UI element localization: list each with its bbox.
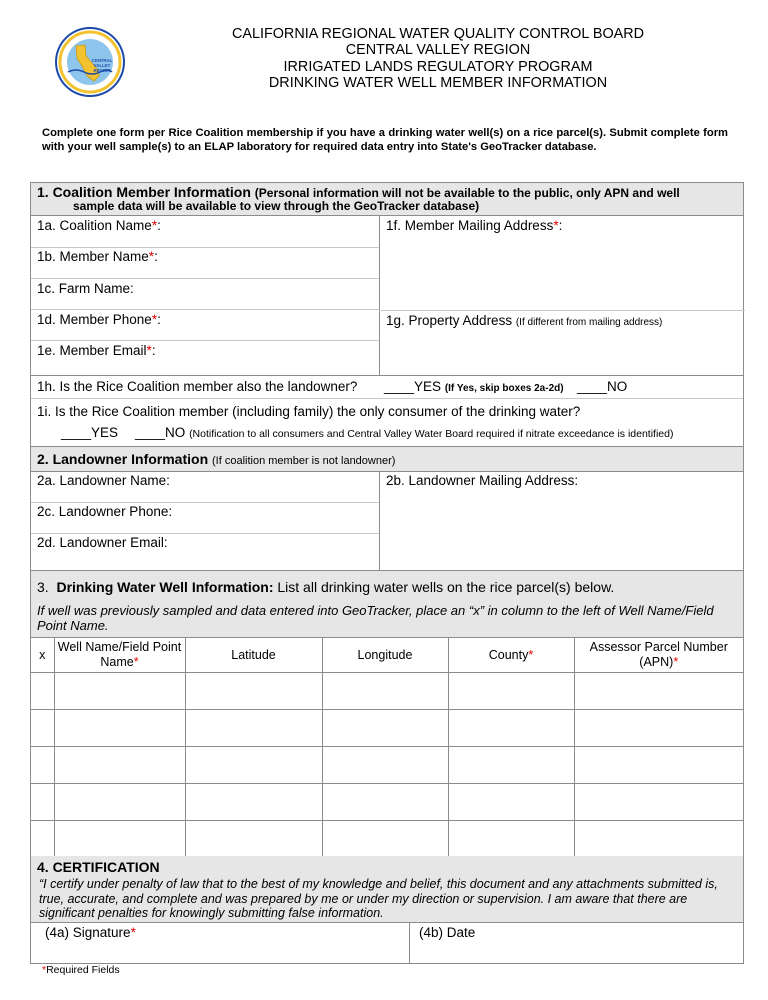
- landowner-name-label: 2a. Landowner Name:: [37, 473, 170, 488]
- sole-consumer-question: 1i. Is the Rice Coalition member (including family) the only consumer of the drinking water?: [37, 404, 581, 419]
- member-mailing-address-field[interactable]: 1f. Member Mailing Address*:: [386, 218, 563, 233]
- table-cell[interactable]: [448, 784, 574, 821]
- section3-title: Drinking Water Well Information:: [56, 579, 274, 595]
- required-fields-label: Required Fields: [46, 964, 120, 976]
- table-cell[interactable]: [448, 710, 574, 747]
- required-marker: *: [130, 925, 136, 940]
- date-label: (4b) Date: [419, 925, 476, 940]
- sole-consumer-no-label: ____NO: [135, 425, 186, 440]
- table-cell[interactable]: [31, 747, 54, 784]
- member-phone-label: 1d. Member Phone: [37, 312, 152, 327]
- certification-statement: “I certify under penalty of law that to the best of my knowledge and belief, this document and any attachments submitted is, true, accurate, and complete and was prepared by me or under my direction or supervision. I am aware that there are significant penalties for knowingly submitting false information.: [39, 877, 718, 920]
- table-row: [31, 747, 743, 784]
- section2-note: (If coalition member is not landowner): [212, 455, 396, 467]
- member-email-field[interactable]: 1e. Member Email*:: [37, 343, 156, 358]
- section1-note-continued: sample data will be available to view through the GeoTracker database): [73, 199, 480, 213]
- landowner-yes-option[interactable]: [384, 379, 564, 397]
- col-apn-label: Assessor Parcel Number (APN): [589, 640, 728, 669]
- table-cell[interactable]: [31, 673, 54, 710]
- member-mailing-address-label: 1f. Member Mailing Address: [386, 218, 554, 233]
- table-cell[interactable]: [322, 747, 448, 784]
- table-cell[interactable]: [574, 710, 743, 747]
- section3-desc: List all drinking water wells on the rice parcel(s) below.: [277, 579, 615, 595]
- table-cell[interactable]: [574, 673, 743, 710]
- landowner-yes-note: (If Yes, skip boxes 2a-2d): [444, 383, 564, 394]
- member-phone-field[interactable]: 1d. Member Phone*:: [37, 312, 161, 327]
- nitrate-notification-note: (Notification to all consumers and Central Valley Water Board required if nitrate exceedance is identified): [189, 428, 674, 440]
- col-well-name-label: Well Name/Field Point Name: [57, 640, 182, 669]
- date-field[interactable]: [419, 925, 475, 941]
- col-x-header: x: [31, 638, 54, 673]
- table-cell[interactable]: [31, 784, 54, 821]
- landowner-mailing-address-label: 2b. Landowner Mailing Address:: [386, 473, 579, 488]
- landowner-email-label: 2d. Landowner Email:: [37, 535, 168, 550]
- required-marker: *: [42, 964, 47, 976]
- required-marker: *: [528, 647, 534, 662]
- table-cell[interactable]: [31, 821, 54, 858]
- required-marker: *: [151, 312, 158, 327]
- table-row: [31, 784, 743, 821]
- table-cell[interactable]: [185, 784, 322, 821]
- table-cell[interactable]: [185, 747, 322, 784]
- member-email-label: 1e. Member Email: [37, 343, 147, 358]
- landowner-question-label: 1h. Is the Rice Coalition member also the landowner?: [37, 379, 358, 394]
- required-marker: *: [133, 655, 139, 669]
- required-marker: *: [151, 218, 158, 233]
- table-cell[interactable]: [185, 710, 322, 747]
- landowner-phone-label: 2c. Landowner Phone:: [37, 504, 173, 519]
- table-row: [31, 821, 743, 858]
- col-well-name-header: [54, 638, 185, 673]
- property-address-label: 1g. Property Address: [386, 313, 513, 328]
- section2-title: 2. Landowner Information: [37, 451, 209, 467]
- landowner-no-label: ____NO: [577, 379, 628, 394]
- landowner-question: [37, 379, 357, 395]
- signature-label: (4a) Signature: [45, 925, 131, 940]
- svg-text:VALLEY: VALLEY: [93, 63, 111, 68]
- table-cell[interactable]: [54, 710, 185, 747]
- table-cell[interactable]: [322, 673, 448, 710]
- sole-consumer-no-option[interactable]: [135, 425, 673, 442]
- col-county-header: [448, 638, 574, 673]
- header-form-title: DRINKING WATER WELL MEMBER INFORMATION: [268, 75, 608, 92]
- well-member-form: [30, 182, 744, 964]
- table-cell[interactable]: [448, 747, 574, 784]
- required-fields-footnote: [42, 964, 120, 976]
- table-row: [31, 673, 743, 710]
- table-cell[interactable]: [31, 710, 54, 747]
- table-cell[interactable]: [322, 710, 448, 747]
- required-marker: *: [146, 343, 152, 358]
- landowner-yes-label: ____YES: [384, 379, 442, 394]
- water-board-seal-logo: [54, 26, 126, 98]
- landowner-name-field[interactable]: [37, 473, 170, 489]
- table-cell[interactable]: [448, 673, 574, 710]
- intro-instructions: Complete one form per Rice Coalition membership if you have a drinking water well(s) on a rice parcel(s). Submit complete form with your well sample(s) to an ELAP laboratory for required data entry into State's GeoTracker database.: [42, 127, 728, 154]
- property-address-field[interactable]: [386, 313, 662, 331]
- table-cell[interactable]: [54, 784, 185, 821]
- section1-title: 1. Coalition Member Information: [37, 184, 251, 200]
- required-marker: *: [148, 249, 155, 264]
- header-agency: CALIFORNIA REGIONAL WATER QUALITY CONTROL BOARD: [231, 26, 645, 42]
- landowner-email-field[interactable]: [37, 535, 168, 551]
- col-apn-header: [574, 638, 743, 673]
- table-cell[interactable]: [574, 821, 743, 858]
- certification-title: 4. CERTIFICATION: [37, 859, 160, 875]
- member-name-field[interactable]: 1b. Member Name*:: [37, 249, 158, 264]
- section3-instruction: If well was previously sampled and data entered into GeoTracker, place an “x” in column to the left of Well Name/Field Point Name.: [37, 603, 714, 633]
- coalition-name-field[interactable]: 1a. Coalition Name*:: [37, 218, 161, 233]
- sole-consumer-yes-option[interactable]: [61, 425, 118, 441]
- col-latitude-header: Latitude: [185, 638, 322, 673]
- landowner-mailing-address-field[interactable]: [386, 473, 578, 489]
- sole-consumer-yes-label: ____YES: [61, 425, 119, 440]
- section3-number: 3.: [37, 579, 49, 595]
- table-cell[interactable]: [322, 784, 448, 821]
- section2-header: [31, 447, 743, 471]
- property-address-note: (If different from mailing address): [515, 317, 663, 328]
- wells-table-header: [31, 638, 743, 673]
- col-county-label: County: [488, 647, 529, 662]
- table-cell[interactable]: [574, 784, 743, 821]
- required-marker: *: [673, 655, 679, 669]
- header-region: CENTRAL VALLEY REGION: [345, 42, 531, 59]
- table-cell[interactable]: [322, 821, 448, 858]
- farm-name-field[interactable]: [37, 281, 134, 297]
- table-cell[interactable]: [54, 747, 185, 784]
- svg-text:REGION: REGION: [93, 68, 111, 73]
- table-cell[interactable]: [185, 821, 322, 858]
- section1-header: [31, 183, 743, 215]
- landowner-no-option[interactable]: [577, 379, 627, 395]
- farm-name-label: 1c. Farm Name:: [37, 281, 134, 296]
- table-cell[interactable]: [448, 821, 574, 858]
- signature-field[interactable]: [45, 925, 136, 941]
- table-cell[interactable]: [54, 821, 185, 858]
- table-row: [31, 710, 743, 747]
- required-marker: *: [553, 218, 559, 233]
- landowner-phone-field[interactable]: [37, 504, 172, 520]
- svg-text:CENTRAL: CENTRAL: [91, 58, 113, 63]
- form-header: [150, 26, 726, 92]
- col-longitude-header: Longitude: [322, 638, 448, 673]
- table-cell[interactable]: [54, 673, 185, 710]
- table-cell[interactable]: [185, 673, 322, 710]
- section3-header: [31, 571, 743, 637]
- member-name-label: 1b. Member Name: [37, 249, 149, 264]
- table-cell[interactable]: [574, 747, 743, 784]
- section1-note: (Personal information will not be available to the public, only APN and well: [254, 186, 680, 200]
- coalition-name-label: 1a. Coalition Name: [37, 218, 152, 233]
- wells-table: [31, 637, 743, 858]
- header-program: IRRIGATED LANDS REGULATORY PROGRAM: [283, 58, 593, 75]
